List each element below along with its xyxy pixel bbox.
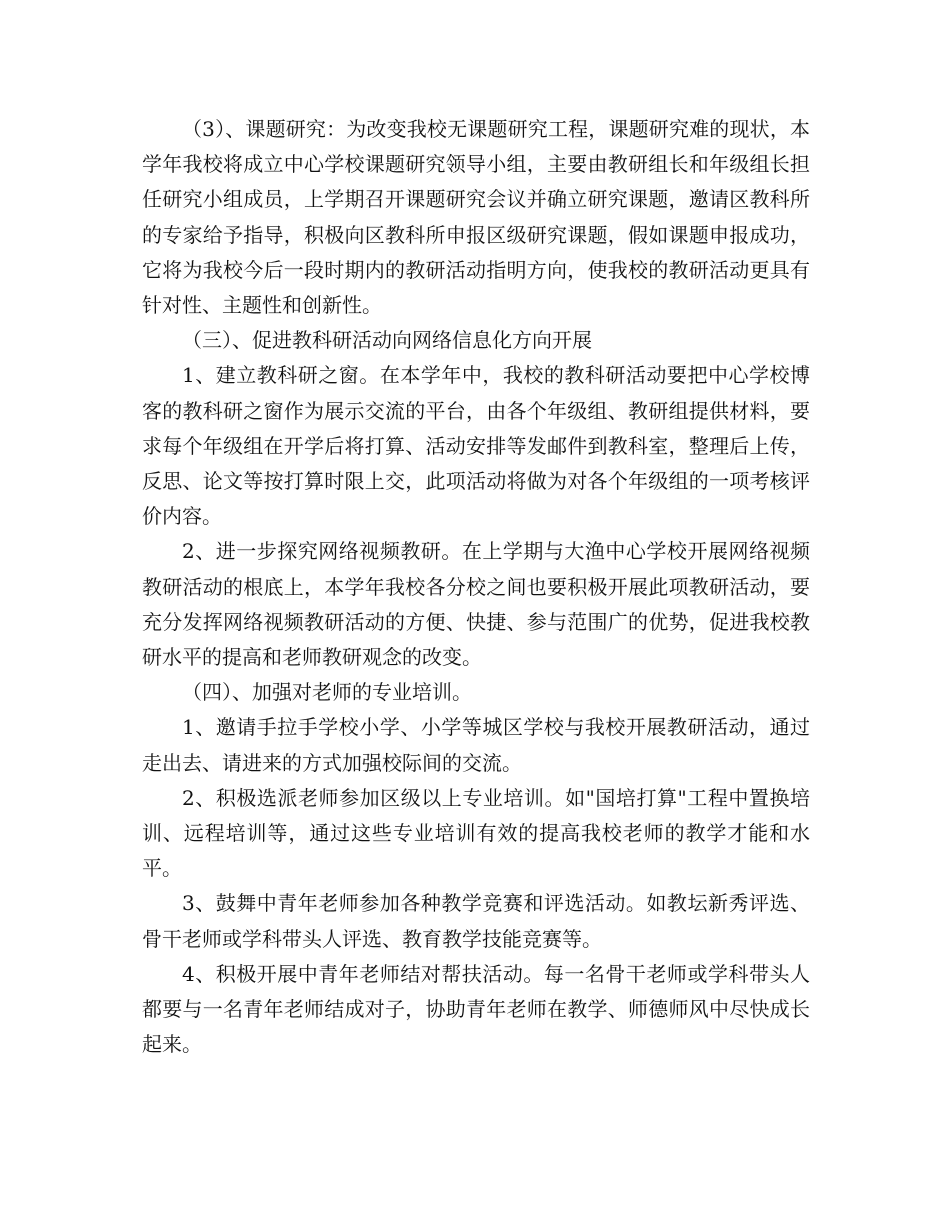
paragraph-encourage-competitions: 3、鼓舞中青年老师参加各种教学竞赛和评选活动。如教坛新秀评选、骨干老师或学科带头人评选、教育教学技能竞赛等。 [142,891,810,951]
paragraph-select-teachers: 2、积极选派老师参加区级以上专业培训。如"国培打算"工程中置换培训、远程培训等，通过这些专业培训有效的提高我校老师的教学才能和水平。 [142,785,810,881]
paragraph-mentoring: 4、积极开展中青年老师结对帮扶活动。每一名骨干老师或学科带头人都要与一名青年老师结成对子，协助青年老师在教学、师德师风中尽快成长起来。 [142,961,810,1057]
paragraph-video-research: 2、进一步探究网络视频教研。在上学期与大渔中心学校开展网络视频教研活动的根底上，本学年我校各分校之间也要积极开展此项教研活动，要充分发挥网络视频教研活动的方便、快捷、参与范围广的优势，促进我校教研水平的提高和老师教研观念的改变。 [142,539,810,670]
paragraph-invite-schools: 1、邀请手拉手学校小学、小学等城区学校与我校开展教研活动，通过走出去、请进来的方式加强校际间的交流。 [142,715,810,775]
document-page [142,112,810,1062]
paragraph-research-topic: （3）、课题研究：为改变我校无课题研究工程，课题研究难的现状，本学年我校将成立中心学校课题研究领导小组，主要由教研组长和年级组长担任研究小组成员，上学期召开课题研究会议并确立研究课题，邀请区教科所的专家给予指导，积极向区教科所申报区级研究课题，假如课题申报成功，它将为我校今后一段时期内的教研活动指明方向，使我校的教研活动更具有针对性、主题性和创新性。 [142,117,810,318]
paragraph-research-window: 1、建立教科研之窗。在本学年中，我校的教科研活动要把中心学校博客的教科研之窗作为展示交流的平台，由各个年级组、教研组提供材料，要求每个年级组在开学后将打算、活动安排等发邮件到教科室，整理后上传，反思、论文等按打算时限上交，此项活动将做为对各个年级组的一项考核评价内容。 [142,363,810,529]
section-heading-training: （四）、加强对老师的专业培训。 [182,680,472,705]
section-heading-network: （三）、促进教科研活动向网络信息化方向开展 [182,328,592,353]
